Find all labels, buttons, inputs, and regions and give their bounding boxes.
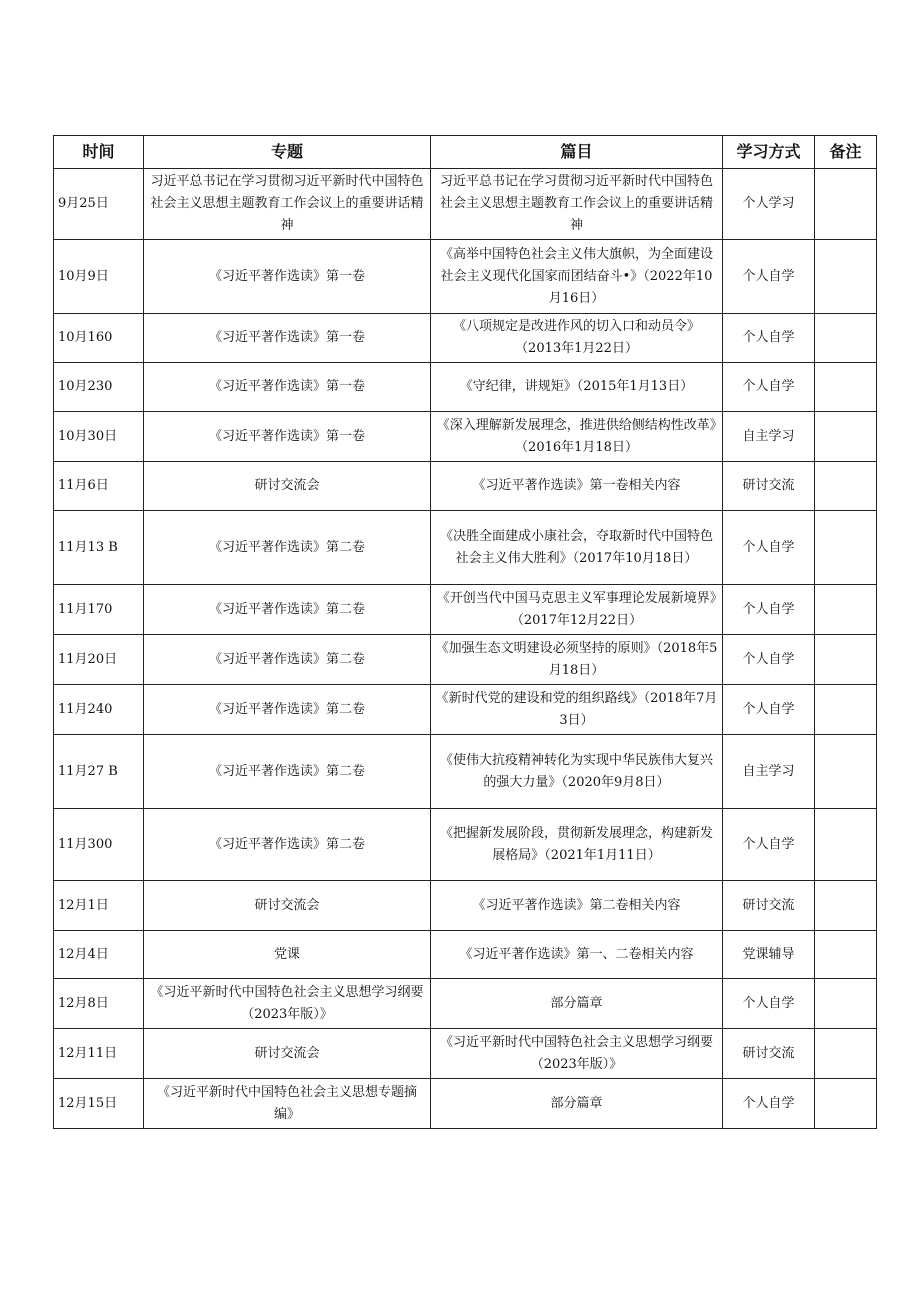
table-row — [54, 462, 877, 511]
note-cell — [815, 585, 877, 635]
article-cell: 《习近平著作选读》第二卷相关内容 — [431, 881, 723, 931]
method-cell: 个人自学 — [723, 585, 815, 635]
date-cell: 12月4日 — [54, 931, 144, 979]
table-row — [54, 685, 877, 735]
date-cell: 9月25日 — [54, 169, 144, 240]
date-cell: 10月230 — [54, 363, 144, 412]
topic-cell: 《习近平著作选读》第一卷 — [144, 314, 431, 363]
topic-cell: 研讨交流会 — [144, 1029, 431, 1079]
article-cell: 《把握新发展阶段，贯彻新发展理念，构建新发展格局》（2021年1月11日） — [431, 809, 723, 881]
date-cell: 10月160 — [54, 314, 144, 363]
date-cell: 12月1日 — [54, 881, 144, 931]
method-cell: 研讨交流 — [723, 881, 815, 931]
method-cell: 党课辅导 — [723, 931, 815, 979]
article-cell: 《习近平新时代中国特色社会主义思想学习纲要（2023年版）》 — [431, 1029, 723, 1079]
note-cell — [815, 1029, 877, 1079]
article-cell: 习近平总书记在学习贯彻习近平新时代中国特色社会主义思想主题教育工作会议上的重要讲话精神 — [431, 169, 723, 240]
date-cell: 11月240 — [54, 685, 144, 735]
table-row — [54, 585, 877, 635]
method-cell: 个人自学 — [723, 1079, 815, 1129]
article-cell: 《开创当代中国马克思主义军事理论发展新境界》（2017年12月22日） — [431, 585, 723, 635]
topic-cell: 党课 — [144, 931, 431, 979]
study-schedule-table — [53, 135, 877, 1129]
header-method: 学习方式 — [723, 136, 815, 169]
article-cell: 《决胜全面建成小康社会，夺取新时代中国特色社会主义伟大胜利》（2017年10月18日） — [431, 511, 723, 585]
date-cell: 11月13 B — [54, 511, 144, 585]
date-cell: 11月20日 — [54, 635, 144, 685]
method-cell: 个人自学 — [723, 240, 815, 314]
method-cell: 个人自学 — [723, 685, 815, 735]
date-cell: 12月11日 — [54, 1029, 144, 1079]
date-cell: 11月170 — [54, 585, 144, 635]
topic-cell: 《习近平著作选读》第二卷 — [144, 735, 431, 809]
header-row — [54, 136, 877, 169]
topic-cell: 研讨交流会 — [144, 462, 431, 511]
note-cell — [815, 809, 877, 881]
table-row — [54, 979, 877, 1029]
article-cell: 《守纪律，讲规矩》（2015年1月13日） — [431, 363, 723, 412]
note-cell — [815, 363, 877, 412]
date-cell: 12月15日 — [54, 1079, 144, 1129]
article-cell: 《习近平著作选读》第一、二卷相关内容 — [431, 931, 723, 979]
note-cell — [815, 1079, 877, 1129]
method-cell: 个人自学 — [723, 511, 815, 585]
table-row — [54, 635, 877, 685]
table-row — [54, 809, 877, 881]
table-row — [54, 735, 877, 809]
article-cell: 《深入理解新发展理念，推进供给侧结构性改革》（2016年1月18日） — [431, 412, 723, 462]
note-cell — [815, 931, 877, 979]
topic-cell: 《习近平新时代中国特色社会主义思想专题摘编》 — [144, 1079, 431, 1129]
article-cell: 部分篇章 — [431, 979, 723, 1029]
table-row — [54, 1029, 877, 1079]
table-row — [54, 314, 877, 363]
topic-cell: 《习近平著作选读》第一卷 — [144, 412, 431, 462]
article-cell: 《新时代党的建设和党的组织路线》（2018年7月3日） — [431, 685, 723, 735]
table-row — [54, 1079, 877, 1129]
article-cell: 部分篇章 — [431, 1079, 723, 1129]
method-cell: 研讨交流 — [723, 462, 815, 511]
date-cell: 10月9日 — [54, 240, 144, 314]
method-cell: 研讨交流 — [723, 1029, 815, 1079]
note-cell — [815, 685, 877, 735]
method-cell: 个人自学 — [723, 363, 815, 412]
table-row — [54, 363, 877, 412]
table-body — [54, 169, 877, 1129]
note-cell — [815, 511, 877, 585]
note-cell — [815, 462, 877, 511]
method-cell: 个人自学 — [723, 979, 815, 1029]
article-cell: 《使伟大抗疫精神转化为实现中华民族伟大复兴的强大力量》（2020年9月8日） — [431, 735, 723, 809]
note-cell — [815, 240, 877, 314]
method-cell: 自主学习 — [723, 735, 815, 809]
topic-cell: 《习近平著作选读》第二卷 — [144, 635, 431, 685]
header-article: 篇目 — [431, 136, 723, 169]
note-cell — [815, 169, 877, 240]
topic-cell: 《习近平新时代中国特色社会主义思想学习纲要（2023年版）》 — [144, 979, 431, 1029]
header-note: 备注 — [815, 136, 877, 169]
method-cell: 个人自学 — [723, 809, 815, 881]
date-cell: 11月6日 — [54, 462, 144, 511]
method-cell: 个人自学 — [723, 635, 815, 685]
note-cell — [815, 881, 877, 931]
note-cell — [815, 412, 877, 462]
note-cell — [815, 979, 877, 1029]
date-cell: 11月27 B — [54, 735, 144, 809]
note-cell — [815, 735, 877, 809]
header-topic: 专题 — [144, 136, 431, 169]
topic-cell: 《习近平著作选读》第一卷 — [144, 240, 431, 314]
table-row — [54, 511, 877, 585]
date-cell: 12月8日 — [54, 979, 144, 1029]
article-cell: 《习近平著作选读》第一卷相关内容 — [431, 462, 723, 511]
table-row — [54, 931, 877, 979]
table-row — [54, 881, 877, 931]
article-cell: 《高举中国特色社会主义伟大旗帜，为全面建设社会主义现代化国家而团结奋斗•》（2022年10月16日） — [431, 240, 723, 314]
topic-cell: 研讨交流会 — [144, 881, 431, 931]
topic-cell: 《习近平著作选读》第二卷 — [144, 585, 431, 635]
table-row — [54, 169, 877, 240]
method-cell: 自主学习 — [723, 412, 815, 462]
date-cell: 11月300 — [54, 809, 144, 881]
table-row — [54, 412, 877, 462]
topic-cell: 《习近平著作选读》第二卷 — [144, 685, 431, 735]
header-date: 时间 — [54, 136, 144, 169]
topic-cell: 《习近平著作选读》第二卷 — [144, 511, 431, 585]
article-cell: 《加强生态文明建设必须坚持的原则》（2018年5月18日） — [431, 635, 723, 685]
method-cell: 个人自学 — [723, 314, 815, 363]
method-cell: 个人学习 — [723, 169, 815, 240]
date-cell: 10月30日 — [54, 412, 144, 462]
table-row — [54, 240, 877, 314]
note-cell — [815, 314, 877, 363]
topic-cell: 《习近平著作选读》第一卷 — [144, 363, 431, 412]
note-cell — [815, 635, 877, 685]
topic-cell: 习近平总书记在学习贯彻习近平新时代中国特色社会主义思想主题教育工作会议上的重要讲话精神 — [144, 169, 431, 240]
topic-cell: 《习近平著作选读》第二卷 — [144, 809, 431, 881]
article-cell: 《八项规定是改进作风的切入口和动员令》（2013年1月22日） — [431, 314, 723, 363]
